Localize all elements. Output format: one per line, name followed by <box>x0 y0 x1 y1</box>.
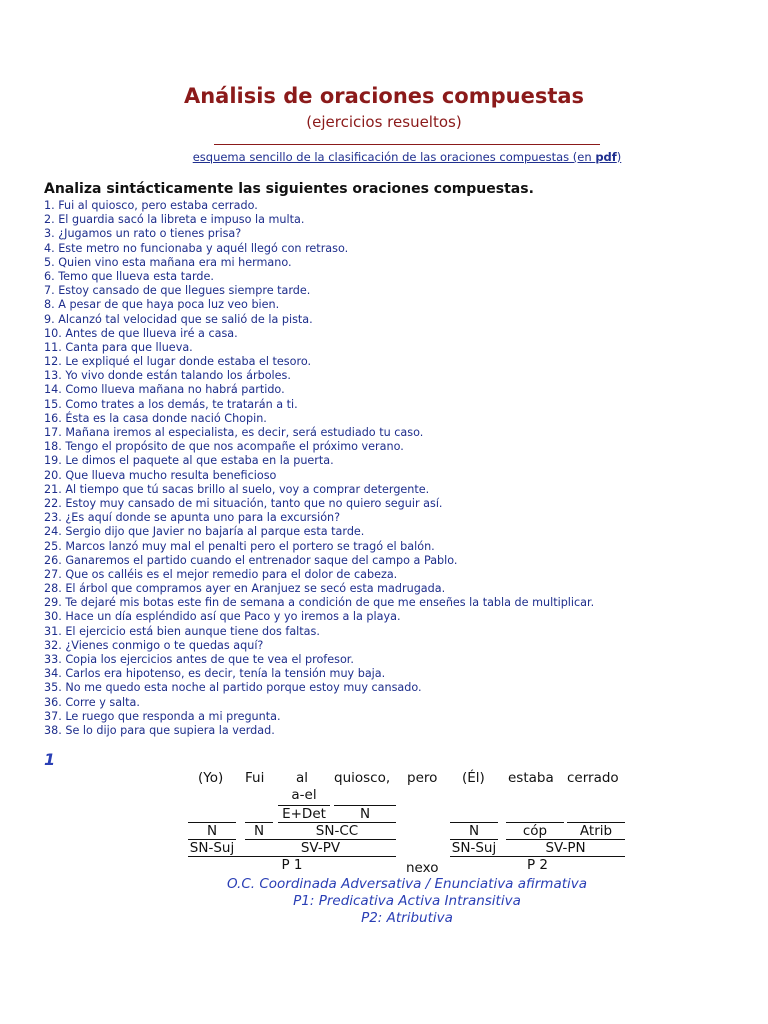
exercise-item: 18. Tengo el propósito de que nos acompañe el próximo verano. <box>44 440 404 454</box>
exercise-item: 16. Ésta es la casa donde nació Chopin. <box>44 411 267 425</box>
word-yo: (Yo) <box>198 770 224 786</box>
word-al: al <box>296 770 309 786</box>
label-n-yo: N <box>206 823 218 839</box>
exercise-item: 36. Corre y salta. <box>44 695 140 709</box>
exercise-item: 1. Fui al quiosco, pero estaba cerrado. <box>44 199 258 212</box>
word-el: (Él) <box>462 770 485 786</box>
page-subtitle: (ejercicios resueltos) <box>306 113 462 131</box>
exercise-item: 22. Estoy muy cansado de mi situación, tanto que no quiero seguir así. <box>44 496 443 510</box>
exercise-item: 31. El ejercicio está bien aunque tiene dos faltas. <box>44 624 320 638</box>
exercise-item: 38. Se lo dijo para que supiera la verdad. <box>44 723 275 737</box>
exercise-item: 3. ¿Jugamos un rato o tienes prisa? <box>44 227 242 241</box>
exercise-item: 24. Sergio dijo que Javier no bajaría al parque esta tarde. <box>44 525 365 539</box>
label-sn-suj-2: SN-Suj <box>451 840 497 856</box>
word-quiosco: quiosco, <box>334 770 391 786</box>
exercise-item: 20. Que llueva mucho resulta beneficioso <box>44 468 277 482</box>
label-a-el: a-el <box>291 787 317 803</box>
word-cerrado: cerrado <box>567 770 619 786</box>
label-nexo: nexo <box>406 860 439 876</box>
word-estaba: estaba <box>508 770 554 786</box>
exercise-item: 29. Te dejaré mis botas este fin de semana a condición de que me enseñes la tabla de multiplicar. <box>44 596 595 610</box>
result-p2: P2: Atributiva <box>361 910 453 926</box>
exercise-item: 11. Canta para que llueva. <box>44 340 193 354</box>
exercise-item: 17. Mañana iremos al especialista, es decir, será estudiado tu caso. <box>44 426 424 439</box>
label-n-quiosco: N <box>359 806 371 822</box>
exercise-item: 27. Que os calléis es el mejor remedio para el dolor de cabeza. <box>44 567 398 581</box>
exercise-item: 7. Estoy cansado de que llegues siempre tarde. <box>44 284 311 298</box>
label-atrib: Atrib <box>579 823 613 839</box>
exercise-item: 37. Le ruego que responda a mi pregunta. <box>44 709 281 723</box>
label-sn-suj-1: SN-Suj <box>189 840 235 856</box>
exercise-item: 13. Yo vivo donde están talando los árboles. <box>44 369 291 383</box>
exercise-item: 2. El guardia sacó la libreta e impuso la multa. <box>44 213 305 227</box>
page-title: Análisis de oraciones compuestas <box>183 84 585 108</box>
label-p2: P 2 <box>526 857 549 873</box>
exercise-item: 4. Este metro no funcionaba y aquél llegó con retraso. <box>44 241 349 255</box>
label-sn-cc: SN-CC <box>315 823 359 839</box>
label-sv-pv: SV-PV <box>300 840 341 856</box>
exercise-item: 19. Le dimos el paquete al que estaba en la puerta. <box>44 454 334 468</box>
title-divider <box>214 144 600 145</box>
link-text[interactable]: esquema sencillo de la clasificación de las oraciones compuestas (en <box>192 150 596 164</box>
exercise-item: 21. Al tiempo que tú sacas brillo al suelo, voy a comprar detergente. <box>44 482 430 496</box>
word-fui: Fui <box>245 770 265 786</box>
link-close[interactable]: ) <box>616 150 622 164</box>
label-sv-pn: SV-PN <box>545 840 586 856</box>
label-cop: cóp <box>522 823 548 839</box>
exercise-item: 9. Alcanzó tal velocidad que se salió de la pista. <box>44 312 313 326</box>
exercise-item: 10. Antes de que llueva iré a casa. <box>44 326 238 340</box>
exercise-item: 14. Como llueva mañana no habrá partido. <box>44 383 285 397</box>
word-pero: pero <box>407 770 438 786</box>
result-classification: O.C. Coordinada Adversativa / Enunciativa afirmativa <box>226 876 588 892</box>
label-n-el: N <box>468 823 480 839</box>
exercise-item: 35. No me quedo esta noche al partido porque estoy muy cansado. <box>44 681 422 695</box>
label-n-fui: N <box>253 823 265 839</box>
exercise-item: 23. ¿Es aquí donde se apunta uno para la excursión? <box>44 511 341 525</box>
exercise-item: 12. Le expliqué el lugar donde estaba el tesoro. <box>44 355 312 369</box>
result-p1: P1: Predicativa Activa Intransitiva <box>293 893 521 909</box>
exercise-item: 5. Quien vino esta mañana era mi hermano. <box>44 255 292 269</box>
exercise-item: 30. Hace un día espléndido así que Paco y yo iremos a la playa. <box>44 610 401 624</box>
exercise-item: 33. Copia los ejercicios antes de que te vea el profesor. <box>44 653 354 666</box>
exercise-item: 26. Ganaremos el partido cuando el entrenador saque del campo a Pablo. <box>44 553 458 567</box>
exercise-item: 8. A pesar de que haya poca luz veo bien. <box>44 298 280 312</box>
exercise-item: 25. Marcos lanzó muy mal el penalti pero el portero se tragó el balón. <box>44 539 435 553</box>
pdf-scheme-link[interactable] <box>0 150 768 164</box>
exercise-list <box>44 199 594 738</box>
exercise-item: 28. El árbol que compramos ayer en Aranjuez se secó esta madrugada. <box>44 582 446 596</box>
exercise-item: 32. ¿Vienes conmigo o te quedas aquí? <box>44 638 264 652</box>
exercise-item: 34. Carlos era hipotenso, es decir, tenía la tensión muy baja. <box>44 667 386 681</box>
label-e-det: E+Det <box>282 806 326 822</box>
link-pdf[interactable]: pdf <box>595 150 617 164</box>
exercise-item: 6. Temo que llueva esta tarde. <box>44 269 214 283</box>
instruction-heading: Analiza sintácticamente las siguientes oraciones compuestas. <box>44 181 534 197</box>
analysis-number: 1 <box>44 750 56 769</box>
exercise-item: 15. Como trates a los demás, te tratarán a ti. <box>44 397 298 411</box>
label-p1: P 1 <box>281 857 303 873</box>
